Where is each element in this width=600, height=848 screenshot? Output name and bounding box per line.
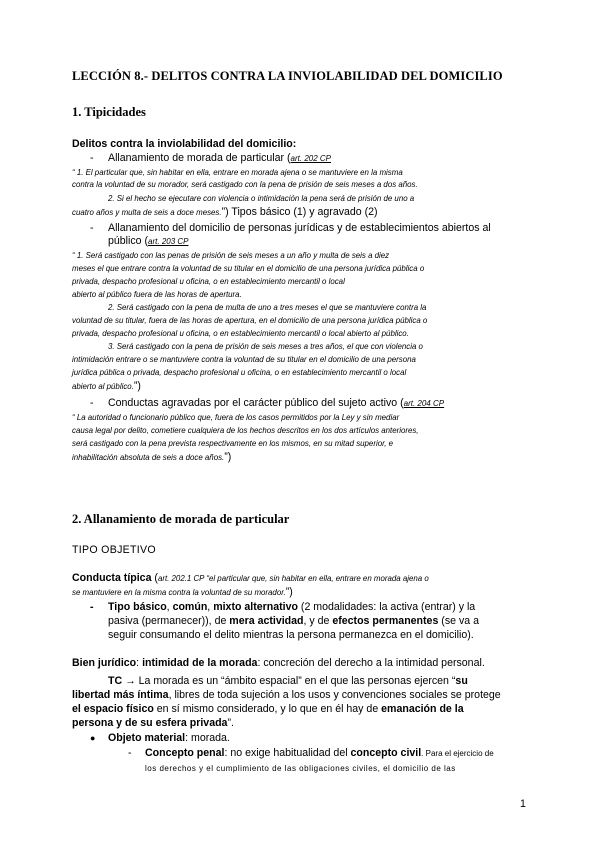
quote-line: 2. Si el hecho se ejecutare con violencia o intimidación la pena será de prisión de uno a xyxy=(108,194,415,203)
plain-text: : morada. xyxy=(185,732,230,744)
bullet-text: Allanamiento de morada de particular ( xyxy=(108,152,291,164)
bold-term: persona y de su esfera privada xyxy=(72,717,228,729)
quote-line: voluntad de su titular, fuera de las horas de apertura, en el domicilio de una persona jurídica pública o xyxy=(72,316,428,325)
quote-line: privada, despacho profesional u oficina, o en establecimiento mercantil o local abierto al público. xyxy=(72,329,409,338)
conducta-line1 xyxy=(72,572,429,585)
tc-line1 xyxy=(108,675,468,688)
bold-term: concepto civil xyxy=(350,747,422,759)
conducta-label: Conducta típica xyxy=(72,572,152,584)
bold-term: Tipo básico xyxy=(108,601,167,613)
bullet-conductas xyxy=(108,397,444,410)
plain-text: : no exige habitualidad del xyxy=(224,747,351,759)
tipo-objetivo-heading: TIPO OBJETIVO xyxy=(72,544,156,556)
tc-line4 xyxy=(72,717,234,730)
objeto-label: Objeto material xyxy=(108,732,186,744)
bold-term: mixto alternativo xyxy=(213,601,298,613)
page-number: 1 xyxy=(520,798,526,810)
plain-text: → La morada es un “ámbito espacial” en el que las personas ejercen “ xyxy=(122,675,456,687)
tc-line3 xyxy=(72,703,464,716)
quote-line: 2. Será castigado con la pena de multa de uno a tres meses el que se mantuviere contra la xyxy=(108,303,427,312)
quote-line: “ La autoridad o funcionario público que, fuera de los casos permitidos por la Ley y sin mediar xyxy=(72,413,400,422)
article-ref-202[interactable]: art. 202 CP xyxy=(290,154,332,163)
tc-label: TC xyxy=(108,675,123,687)
quote-line: causa legal por delito, cometiere cualquiera de los hechos descritos en los dos artículos anteriores, xyxy=(72,426,419,435)
conducta-line2 xyxy=(72,586,293,599)
dash-bullet: - xyxy=(90,222,94,234)
quote-line: meses el que entrare contra la voluntad de su titular en el domicilio de una persona jurídica pública o xyxy=(72,264,425,273)
quote-line: 3. Será castigado con la pena de prisión de seis meses a tres años, el que con violencia o xyxy=(108,342,423,351)
quote-line: será castigado con la pena prevista respectivamente en los mismos, en su mitad superior, e xyxy=(72,439,394,448)
bold-term: intimidad de la morada xyxy=(142,657,258,669)
bold-term: libertad más íntima xyxy=(72,689,169,701)
plain-text: ”. xyxy=(227,717,234,729)
concepto-line1 xyxy=(145,747,494,760)
quote-line-mixed xyxy=(72,451,231,464)
conducta-close: ”) xyxy=(285,586,293,598)
bold-term: el espacio físico xyxy=(72,703,154,715)
plain-text: pasiva (permanecer)), de xyxy=(108,615,230,627)
plain-text: . Para el ejercicio de xyxy=(421,749,494,758)
bold-term: común xyxy=(172,601,208,613)
section-2-heading: 2. Allanamiento de morada de particular xyxy=(72,512,290,526)
plain-text: : concreción del derecho a la intimidad personal. xyxy=(257,657,485,669)
quote-line: jurídica pública o privada, despacho profesional u oficina, o en establecimiento mercantil o local xyxy=(72,368,407,377)
bien-label: Bien jurídico xyxy=(72,657,137,669)
quote-line: contra la voluntad de su morador, será castigado con la pena de prisión de seis meses a dos años. xyxy=(72,180,418,189)
quote-line: “ 1. El particular que, sin habitar en ella, entrare en morada ajena o se mantuviere en la misma xyxy=(72,168,403,177)
bullet-domicilio-line2 xyxy=(108,235,189,248)
conducta-ref: art. 202.1 CP xyxy=(157,574,205,583)
plain-text: , y de xyxy=(303,615,333,627)
article-ref-203[interactable]: art. 203 CP xyxy=(148,237,189,246)
plain-text: (2 modalidades: la activa (entrar) y la xyxy=(297,601,476,613)
conducta-quote: “el particular que, sin habitar en ella, entrare en morada ajena o xyxy=(204,574,429,583)
quote-text: abierto al público. xyxy=(72,382,134,391)
quote-text: cuatro años y multa de seis a doce meses. xyxy=(72,208,222,217)
plain-text: en sí mismo considerado, y lo que en él hay de xyxy=(153,703,382,715)
comma: , xyxy=(207,601,214,613)
quote-close: ”) xyxy=(133,380,141,392)
tc-line2 xyxy=(72,689,501,702)
dash-bullet: - xyxy=(128,747,132,759)
quote-line-mixed xyxy=(72,206,378,219)
plain-text: (se va a xyxy=(438,615,479,627)
dash-bullet: - xyxy=(90,152,94,164)
quote-close: ”) xyxy=(224,451,232,463)
objeto-material xyxy=(108,732,230,745)
concepto-line2: los derechos y el cumplimiento de las obligaciones civiles, el domicilio de las xyxy=(145,764,456,773)
bullet-text: público ( xyxy=(108,235,149,247)
colon: : xyxy=(136,657,143,669)
quote-line: privada, despacho profesional u oficina, o en establecimiento mercantil o local xyxy=(72,277,345,286)
section-1-heading: 1. Tipicidades xyxy=(72,105,146,119)
quote-close: ”) Tipos básico (1) y agravado (2) xyxy=(221,206,378,218)
conducta-open: ( xyxy=(151,572,158,584)
concepto-label: Concepto penal xyxy=(145,747,225,759)
dash-bullet: - xyxy=(90,601,94,613)
quote-text: inhabilitación absoluta de seis a doce años. xyxy=(72,453,225,462)
bold-term: emanación de la xyxy=(381,703,464,715)
tipo-basico-line3: seguir consumando el delito mientras la persona permanezca en el domicilio). xyxy=(108,629,474,641)
quote-line: intimidación entrare o se mantuviere contra la voluntad de su titular en el domicilio de una persona xyxy=(72,355,416,364)
bullet-text: Conductas agravadas por el carácter público del sujeto activo ( xyxy=(108,397,404,409)
bullet-allanamiento xyxy=(108,152,331,165)
bullet-domicilio-line1: Allanamiento del domicilio de personas jurídicas y de establecimientos abiertos al xyxy=(108,222,491,234)
bien-juridico xyxy=(72,657,485,670)
lesson-title: LECCIÓN 8.- DELITOS CONTRA LA INVIOLABILIDAD DEL DOMICILIO xyxy=(72,69,503,83)
comma: , xyxy=(166,601,173,613)
tipo-basico-line1 xyxy=(108,601,475,614)
tipo-basico-line2 xyxy=(108,615,479,628)
bullet-dot-icon: ● xyxy=(90,733,96,743)
plain-text: , libres de toda sujeción a los usos y convenciones sociales se protege xyxy=(168,689,501,701)
dash-bullet: - xyxy=(90,397,94,409)
bold-term: su xyxy=(455,675,468,687)
article-ref-204[interactable]: art. 204 CP xyxy=(403,399,445,408)
subheading: Delitos contra la inviolabilidad del domicilio: xyxy=(72,138,297,150)
quote-line: “ 1. Será castigado con las penas de prisión de seis meses a un año y multa de seis a diez xyxy=(72,251,390,260)
bold-term: efectos permanentes xyxy=(332,615,439,627)
conducta-quote: se mantuviere en la misma contra la voluntad de su morador. xyxy=(72,588,286,597)
bold-term: mera actividad xyxy=(229,615,304,627)
quote-line-mixed xyxy=(72,380,141,393)
quote-line: abierto al público fuera de las horas de apertura. xyxy=(72,290,242,299)
